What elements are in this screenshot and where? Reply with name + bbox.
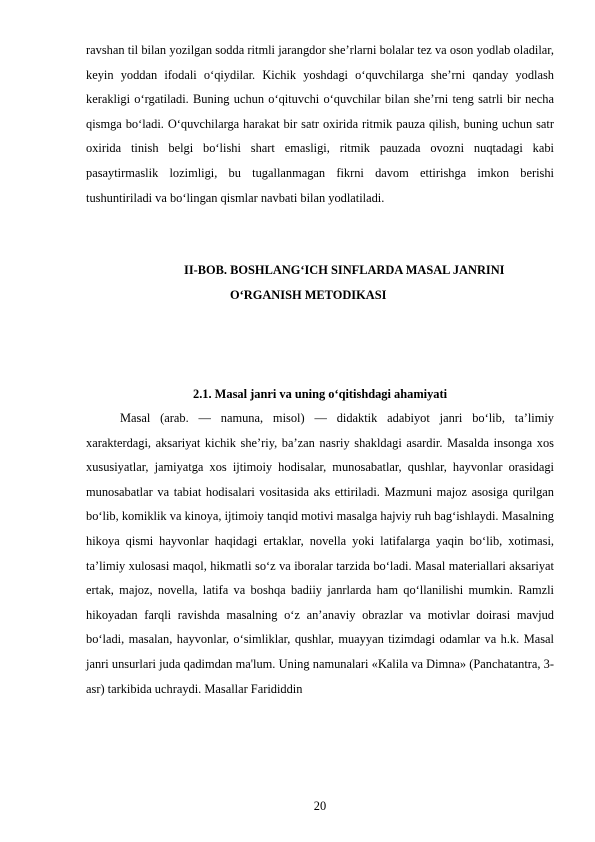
chapter-title-line-2: O‘RGANISH METODIKASI	[230, 287, 387, 302]
page-number: 20	[313, 799, 327, 813]
section-title: 2.1. Masal janri va uning o‘qitishdagi ahamiyati	[193, 387, 448, 401]
body-paragraph-masal: Masal (arab. — namuna, misol) — didaktik adabiyot janri bo‘lib, ta’limiy xarakterdagi, aksariyat kichik she’riy, ba’zan nasriy shakldagi asardir. Masalda insonga xos xususiyatlar, jamiyatga xos ijtimoiy hodisalar, munosabatlar, qushlar, hayvonlar orasidagi munosabatlar va tabiat hodisalari vositasida aks ettiriladi. Mazmuni majoz asosiga qurilgan bo‘lib, komiklik va kinoya, ijtimoiy tanqid motivi masalga hajviy ruh bag‘ishlaydi. Masalning hikoya qismi hayvonlar haqidagi ertaklar, novella yoki latifalarga yaqin bo‘lib, xotimasi, ta’limiy xulosasi maqol, hikmatli so‘z va iboralar tarzida bo‘ladi. Masal materiallari aksariyat ertak, majoz, novella, latifa va boshqa badiiy janrlarda ham qo‘llanilishi mumkin. Ramzli hikoyadan farqli ravishda masalning o‘z an’anaviy obrazlar va motivlar doirasi mavjud bo‘ladi, masalan, hayvonlar, o‘simliklar, qushlar, muayyan tizimdagi odamlar va h.k. Masal janri unsurlari juda qadimdan ma'lum. Uning namunalari «Kalila va Dimna» (Panchatantra, 3-asr) tarkibida uchraydi. Masallar Farididdin	[86, 411, 554, 696]
body-paragraph-continuation: ravshan til bilan yozilgan sodda ritmli jarangdor she’rlarni bolalar tez va oson yodlab oladilar, keyin yoddan ifodali o‘qiydilar. Kichik yoshdagi o‘quvchilarga she’rni qanday yodlash kerakligi o‘rgatiladi. Buning uchun o‘qituvchi o‘quvchilar bilan she’rni teng satrli bir necha qismga bo‘ladi. O‘quvchilarga harakat bir satr oxirida ritmik pauza qilish, buning uchun satr oxirida tinish belgi bo‘lishi shart emasligi, ritmik pauzada ovozni nuqtadagi kabi pasaytirmaslik lozimligi, bu tugallanmagan fikrni davom ettirishga imkon berishi tushuntiriladi va bo‘lingan qismlar navbati bilan yodlatiladi.	[86, 43, 554, 205]
chapter-title	[86, 258, 554, 307]
chapter-title-line-1: II-BOB. BOSHLANG‘ICH SINFLARDA MASAL JANRINI	[184, 263, 505, 277]
